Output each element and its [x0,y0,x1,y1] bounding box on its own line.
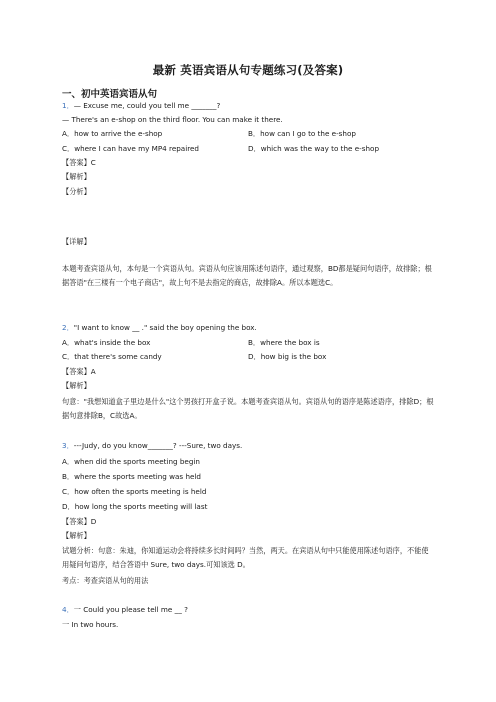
question-1-detail-label: 【详解】 [62,237,91,246]
question-1-option-d: D．which was the way to the e-shop [248,144,380,153]
question-3-option-d: D．how long the sports meeting will last [62,502,208,511]
question-1-option-c: C．where I can have my MP4 repaired [62,144,199,153]
document-title: 最新 英语宾语从句专题练习(及答案) [152,63,344,77]
question-1-dialogue: — There's an e-shop on the third floor. You can make it there. [62,115,283,124]
question-2-explanation: 句意："我想知道盒子里边是什么"这个男孩打开盒子说。本题考查宾语从句。宾语从句的语序是陈述语序，排除D；根据句意排除B，C故选A。 [62,397,434,420]
question-1-fenxi-label: 【分析】 [62,187,91,196]
question-2-option-a: A．what's inside the box [62,338,151,347]
question-2-analysis-label: 【解析】 [62,381,91,390]
question-3-explanation: 试题分析：句意：朱迪，你知道运动会将持续多长时间吗？当然，两天。在宾语从句中只能使用陈述句语序，不能使用疑问句语序，结合答语中 Sure, two days.可知该选 D。 [62,546,429,569]
question-4-text: 一 Could you please tell me __ ? [73,605,188,614]
question-2-option-b: B．where the box is [248,338,320,347]
question-1-option-b: B．how can I go to the e-shop [248,129,356,138]
question-2-option-c: C．that there's some candy [62,352,162,361]
question-1-explanation: 本题考查宾语从句，本句是一个宾语从句。宾语从句应该用陈述句语序，通过观察，BD都是疑问句语序，故排除；根据答语"在三楼有一个电子商店"，故上句不是去指定的商店，故排除A。所以本题选C。 [62,264,432,287]
question-2-answer: 【答案】A [62,367,96,376]
question-4-stem [62,605,188,615]
question-3-point: 考点：考查宾语从句的用法 [62,576,149,585]
question-1-option-a: A．how to arrive the e-shop [62,129,163,138]
question-2-text: "I want to know __ ." said the boy opening the box. [73,323,257,332]
question-1-text: — Excuse me, could you tell me _______? [73,101,221,110]
question-3-number: 3． [62,441,74,450]
question-4-number: 4． [62,605,74,614]
section-heading: 一、初中英语宾语从句 [62,89,158,100]
question-3-answer: 【答案】D [62,517,97,526]
question-2-stem [62,323,257,333]
question-3-stem [62,441,242,451]
question-2-number: 2． [62,323,74,332]
question-1-number: 1． [62,101,74,110]
question-2-option-d: D．how big is the box [248,352,327,361]
question-4-dialogue: 一 In two hours. [62,620,119,629]
question-3-option-b: B．where the sports meeting was held [62,472,201,481]
question-3-option-c: C．how often the sports meeting is held [62,487,207,496]
question-1-answer: 【答案】C [62,158,96,167]
question-3-option-a: A．when did the sports meeting begin [62,457,200,466]
question-3-text: ---Judy, do you know_______? ---Sure, two days. [73,441,243,450]
question-1-analysis-label: 【解析】 [62,172,91,181]
question-1-stem [62,101,220,111]
question-3-analysis-label: 【解析】 [62,531,91,540]
